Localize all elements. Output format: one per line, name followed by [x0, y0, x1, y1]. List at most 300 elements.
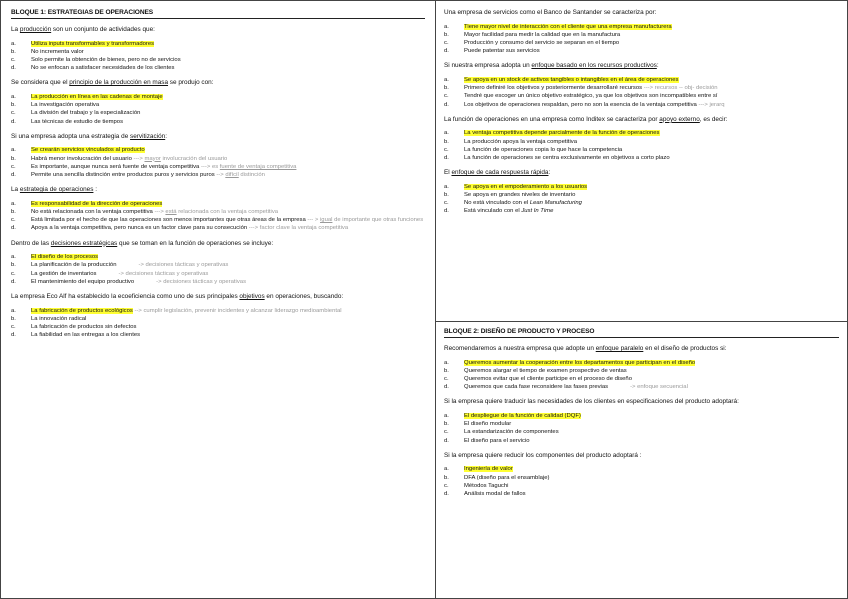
- option-label: La fiabilidad en las entregas a los clientes: [31, 332, 141, 339]
- question-pre: Dentro de las: [11, 239, 51, 247]
- option-text: [464, 138, 839, 146]
- question-text: [444, 345, 839, 354]
- option-label: Las técnicas de estudio de tiempos: [31, 118, 124, 125]
- question-post: en operaciones, buscando:: [264, 293, 344, 301]
- option-row: [11, 253, 425, 261]
- option-row: [11, 216, 425, 224]
- question-key-term: enfoque paralelo: [595, 345, 644, 352]
- option-label: Está limitada por el hecho de que las operaciones son menos importantes que otras áreas de la empresa: [31, 217, 306, 224]
- option-label: La producción apoya la ventaja competitiva: [464, 138, 577, 145]
- option-letter: b.: [11, 315, 16, 322]
- options-list: [11, 307, 425, 340]
- option-text: [464, 154, 839, 162]
- note-arrow: ---: [305, 217, 315, 224]
- option-letter: b.: [444, 421, 449, 428]
- option-letter: c.: [444, 482, 449, 489]
- option-row: [444, 482, 839, 490]
- correct-answer-highlight: La fabricación de productos ecológicos: [31, 307, 133, 314]
- option-text: [31, 163, 425, 171]
- question-post: en el diseño de productos si:: [643, 345, 727, 352]
- option-row: [444, 191, 839, 199]
- option-text: [464, 84, 839, 92]
- correct-answer-highlight: Es responsabilidad de la dirección de operaciones: [31, 200, 163, 207]
- right-bottom-questions: [444, 345, 839, 498]
- question-key-term: apoyo externo: [659, 115, 700, 123]
- option-letter: a.: [444, 23, 449, 30]
- option-text: [31, 331, 425, 339]
- option-letter: b.: [11, 209, 16, 216]
- option-row: [11, 331, 425, 339]
- question-pre: La: [11, 186, 20, 194]
- option-label: No está relacionada con la ventaja competitiva: [31, 209, 153, 216]
- question-key-term: producción: [19, 26, 52, 33]
- correct-answer-highlight: Queremos aumentar la cooperación entre los departamentos que participan en el diseño: [464, 359, 696, 366]
- option-text: [464, 437, 839, 445]
- note-arrow: --->: [247, 225, 260, 232]
- option-letter: d.: [444, 491, 449, 498]
- option-row: [11, 224, 425, 232]
- note-text: cumplir legislación, prevenir incidentes y alcanzar liderazgo medioambiental: [143, 307, 342, 314]
- option-letter: b.: [444, 31, 449, 38]
- option-letter: c.: [444, 146, 449, 153]
- note-prefix: >: [314, 217, 320, 224]
- option-text: [31, 278, 425, 286]
- options-list: [11, 200, 425, 233]
- correct-answer-highlight: Tiene mayor nivel de interacción con el cliente que una empresa manufacturera: [464, 23, 672, 30]
- option-row: [444, 138, 839, 146]
- option-row: [444, 129, 839, 137]
- question-text: [11, 293, 425, 302]
- options-list: [444, 23, 839, 56]
- option-text: [31, 270, 425, 278]
- option-letter: d.: [11, 65, 16, 72]
- note-text: relacionada con la ventaja competitiva: [176, 209, 279, 216]
- option-row: [444, 92, 839, 100]
- question-post: se produjo con:: [168, 79, 214, 87]
- option-letter: a.: [11, 94, 16, 100]
- correct-answer-highlight: El despliegue de la función de calidad (DQF): [464, 413, 581, 419]
- option-row: [11, 155, 425, 163]
- option-letter: a.: [11, 200, 16, 207]
- question-post: :: [93, 186, 97, 194]
- option-letter: b.: [11, 48, 16, 55]
- option-text: [31, 118, 425, 126]
- option-text: [31, 101, 425, 109]
- note-underlined: mayor: [144, 155, 161, 162]
- option-text: [464, 39, 839, 47]
- option-text: [31, 200, 425, 208]
- option-text: [464, 383, 839, 391]
- question-key-term: enfoque basado en los recursos productivos: [531, 62, 657, 70]
- question-key-term: objetivos: [239, 293, 265, 301]
- question-pre: La: [11, 26, 20, 33]
- note-underlined: difícil: [225, 172, 239, 179]
- option-letter: b.: [444, 367, 449, 374]
- option-letter: c.: [11, 270, 16, 277]
- note-prefix: es: [211, 163, 220, 170]
- option-letter: a.: [11, 254, 16, 261]
- option-letter: a.: [11, 40, 16, 47]
- option-text: [464, 183, 839, 191]
- option-row: [444, 76, 839, 84]
- option-text: [31, 64, 425, 72]
- option-letter: b.: [444, 474, 449, 481]
- question-text: [11, 133, 425, 142]
- options-list: [11, 253, 425, 286]
- options-list: [444, 359, 839, 392]
- option-letter: d.: [444, 101, 449, 108]
- option-label: La estandarización de componentes: [464, 429, 559, 436]
- question-pre: Si la empresa quiere traducir las necesidades de los clientes en especificaciones del producto adoptará:: [444, 398, 739, 406]
- note-arrow: --->: [131, 155, 145, 162]
- option-row: [11, 261, 425, 269]
- question-post: son un conjunto de actividades que:: [51, 26, 155, 33]
- option-row: [444, 154, 839, 162]
- option-text: [464, 92, 839, 100]
- question-pre: La empresa Eco Alf ha establecido la ecoeficiencia como uno de sus principales: [11, 293, 240, 301]
- option-letter: c.: [444, 429, 449, 436]
- correct-answer-highlight: Se apoya en el empoderamiento a los usuarios: [464, 183, 588, 190]
- option-italic: Just In Time: [521, 208, 554, 215]
- question-pre: Una empresa de servicios como el Banco de Santander se caracteriza por:: [444, 9, 657, 16]
- option-text: [464, 146, 839, 154]
- option-text: [464, 23, 839, 31]
- option-text: [464, 76, 839, 84]
- note-tab: -> enfoque secuencial: [630, 384, 688, 391]
- right-column: [436, 1, 847, 223]
- question-key-term: enfoque de cada respuesta rápida: [451, 169, 549, 177]
- option-row: [444, 420, 839, 428]
- option-label: No está vinculado con el: [464, 200, 530, 207]
- option-row: [11, 307, 425, 315]
- question-text: [444, 169, 839, 178]
- option-row: [444, 23, 839, 31]
- option-label: Permite una sencilla distinción entre productos puros y servicios puros: [31, 172, 215, 179]
- option-row: [444, 412, 839, 420]
- question-text: [444, 398, 839, 407]
- option-row: [11, 315, 425, 323]
- note-tab: -> decisiones tácticas y operativas: [138, 262, 229, 269]
- option-row: [444, 428, 839, 436]
- bloque-2-title: BLOQUE 2: DISEÑO DE PRODUCTO Y PROCESO: [444, 328, 839, 338]
- option-label: La fabricación de productos sin defectos: [31, 324, 137, 331]
- option-text: [464, 482, 839, 490]
- option-letter: c.: [444, 376, 449, 382]
- note-tab: -> decisiones tácticas y operativas: [118, 270, 209, 277]
- question-text: [444, 116, 839, 125]
- option-text: [464, 367, 839, 375]
- option-text: [31, 216, 425, 224]
- option-text: [31, 261, 425, 269]
- option-label: Primero definiré los objetivos y posteriormente desarrollaré recursos: [464, 85, 643, 92]
- note-text: involucración del usuario: [160, 155, 228, 162]
- option-text: [31, 155, 425, 163]
- option-letter: d.: [11, 225, 16, 232]
- option-text: [464, 465, 839, 473]
- option-text: [464, 375, 839, 383]
- options-list: [444, 129, 839, 162]
- option-row: [444, 39, 839, 47]
- option-row: [444, 383, 839, 391]
- option-row: [11, 93, 425, 101]
- note-text: jerarq: [709, 101, 725, 108]
- option-row: [11, 208, 425, 216]
- left-questions: [11, 26, 425, 339]
- options-list: [444, 412, 839, 445]
- left-column: [1, 1, 435, 346]
- option-row: [444, 465, 839, 473]
- question-text: [11, 240, 425, 249]
- question-text: [444, 9, 839, 18]
- option-text: [31, 171, 425, 179]
- option-letter: d.: [11, 278, 16, 285]
- option-label: No incrementa valor: [31, 48, 84, 55]
- option-letter: d.: [444, 384, 449, 391]
- option-row: [11, 163, 425, 171]
- option-text: [464, 191, 839, 199]
- question-text: [11, 79, 425, 88]
- correct-answer-highlight: La ventaja competitiva depende parcialmente de la función de operaciones: [464, 130, 660, 137]
- option-text: [31, 48, 425, 56]
- question-post: :: [656, 62, 659, 70]
- option-letter: b.: [444, 85, 449, 92]
- option-letter: d.: [11, 172, 16, 179]
- option-letter: c.: [444, 200, 449, 207]
- option-row: [11, 270, 425, 278]
- question-text: [11, 26, 425, 35]
- option-label: Apoya a la ventaja competitiva, pero nunca es un factor clave para su consecución: [31, 225, 248, 232]
- options-list: [11, 40, 425, 73]
- option-label: Es importante, aunque nunca será fuente de ventaja competitiva: [31, 163, 200, 170]
- note-tab: -> decisiones tácticas y operativas: [156, 278, 247, 285]
- option-row: [11, 146, 425, 154]
- option-text: [31, 146, 425, 154]
- option-letter: d.: [444, 155, 449, 162]
- note-underlined: fuente de ventaja competitiva: [219, 163, 297, 170]
- note-arrow: --->: [696, 101, 710, 108]
- option-text: [31, 93, 425, 101]
- option-row: [11, 40, 425, 48]
- bloque-2-section: [436, 321, 847, 505]
- note-text: de importante que otras funciones: [332, 217, 424, 224]
- correct-answer-highlight: Se apoya en un stock de activos tangibles o intangibles en el área de operaciones: [464, 77, 679, 83]
- correct-answer-highlight: El diseño de los procesos: [31, 254, 99, 261]
- options-list: [444, 76, 839, 109]
- option-text: [31, 109, 425, 117]
- option-label: La función de operaciones copia lo que hace la competencia: [464, 146, 623, 153]
- correct-answer-highlight: Se crearán servicios vinculados al producto: [31, 147, 145, 154]
- option-letter: a.: [444, 183, 449, 190]
- option-letter: a.: [11, 307, 16, 314]
- option-row: [11, 323, 425, 331]
- option-text: [464, 31, 839, 39]
- option-row: [444, 490, 839, 498]
- option-letter: d.: [444, 48, 449, 55]
- option-row: [11, 109, 425, 117]
- option-row: [444, 474, 839, 482]
- option-row: [444, 31, 839, 39]
- bloque-1-title: BLOQUE 1: ESTRATEGIAS DE OPERACIONES: [11, 9, 425, 19]
- question-post: , es decir:: [699, 115, 728, 123]
- option-letter: a.: [11, 147, 16, 154]
- options-list: [11, 146, 425, 179]
- option-row: [11, 200, 425, 208]
- option-label: La planificación de la producción: [31, 262, 117, 269]
- note-arrow: -->: [214, 172, 226, 179]
- option-row: [11, 278, 425, 286]
- option-text: [464, 412, 839, 420]
- option-text: [464, 47, 839, 55]
- option-row: [444, 101, 839, 109]
- option-row: [444, 199, 839, 207]
- option-text: [31, 56, 425, 64]
- note-arrow: --->: [642, 85, 655, 92]
- question-pre: Si la empresa quiere reducir los componentes del producto adoptará :: [444, 451, 642, 459]
- option-letter: a.: [444, 130, 449, 137]
- question-text: [444, 62, 839, 71]
- option-row: [11, 101, 425, 109]
- correct-answer-highlight: Ingeniería de valor: [464, 466, 513, 473]
- option-label: DFA (diseño para el ensamblaje): [464, 474, 550, 481]
- option-letter: d.: [444, 208, 449, 215]
- question-key-term: principio de la producción en masa: [69, 79, 169, 87]
- option-label: La innovación radical: [31, 315, 87, 322]
- right-top-questions: [444, 9, 839, 216]
- option-letter: d.: [444, 437, 449, 444]
- option-letter: c.: [444, 93, 449, 100]
- option-text: [31, 40, 425, 48]
- option-text: [31, 224, 425, 232]
- option-letter: a.: [444, 359, 449, 366]
- option-label: No se enfocan a satisfacer necesidades de los clientes: [31, 65, 175, 72]
- question-pre: Si una empresa adopta una estrategia de: [11, 132, 131, 140]
- note-text: distinción: [238, 172, 265, 179]
- option-label: Solo permite la obtención de bienes, pero no de servicios: [31, 57, 181, 63]
- question-key-term: decisiones estratégicas: [50, 239, 118, 247]
- option-text: [464, 420, 839, 428]
- option-row: [444, 367, 839, 375]
- option-letter: c.: [11, 57, 16, 63]
- option-italic: Lean Manufacturing: [529, 200, 582, 207]
- option-text: [31, 315, 425, 323]
- question-post: :: [548, 169, 551, 177]
- option-text: [464, 129, 839, 137]
- option-label: Mayor facilidad para medir la calidad que en la manufactura: [464, 31, 621, 38]
- note-arrow: --->: [152, 209, 166, 216]
- option-row: [444, 183, 839, 191]
- question-post: que se toman en la función de operaciones se incluye:: [117, 239, 274, 247]
- option-label: Producción y consumo del servicio se separan en el tiempo: [464, 40, 620, 46]
- question-pre: Si nuestra empresa adopta un: [444, 62, 532, 70]
- option-label: El diseño modular: [464, 421, 512, 428]
- option-label: Análisis modal de fallos: [464, 491, 526, 498]
- option-letter: a.: [444, 77, 449, 83]
- option-row: [11, 64, 425, 72]
- option-label: Está vinculado con el: [464, 208, 522, 215]
- option-text: [464, 207, 839, 215]
- option-letter: b.: [11, 262, 16, 269]
- option-text: [464, 101, 839, 109]
- option-label: Se apoya en grandes niveles de inventario: [464, 192, 576, 199]
- option-row: [11, 171, 425, 179]
- question-pre: Se considera que el: [11, 79, 70, 87]
- question-key-term: servitización: [130, 132, 166, 140]
- option-row: [444, 47, 839, 55]
- option-text: [31, 307, 425, 315]
- correct-answer-highlight: La producción en línea en las cadenas de montaje: [31, 94, 163, 100]
- option-label: Queremos alargar el tiempo de examen prospectivo de ventas: [464, 367, 627, 374]
- option-row: [444, 359, 839, 367]
- option-letter: c.: [11, 217, 16, 224]
- option-label: El mantenimiento del equipo productivo: [31, 278, 135, 285]
- note-text: recursos -- obj- decisión: [654, 85, 718, 92]
- options-list: [444, 465, 839, 498]
- option-text: [464, 359, 839, 367]
- option-label: La gestión de inventarios: [31, 270, 97, 277]
- option-letter: b.: [444, 138, 449, 145]
- option-label: Queremos evitar que el cliente participe en el proceso de diseño: [464, 376, 632, 382]
- option-row: [11, 56, 425, 64]
- option-letter: c.: [11, 163, 16, 170]
- question-pre: El: [444, 169, 452, 177]
- option-letter: a.: [444, 413, 449, 419]
- question-pre: La función de operaciones en una empresa como Inditex se caracteriza por: [444, 115, 660, 123]
- note-arrow: --->: [199, 163, 212, 170]
- option-label: Queremos que cada fase reconsidere las fases previas: [464, 384, 609, 391]
- option-row: [11, 48, 425, 56]
- option-letter: c.: [444, 40, 449, 46]
- option-text: [464, 490, 839, 498]
- option-letter: b.: [11, 155, 16, 162]
- option-label: Los objetivos de operaciones respaldan, pero no son la esencia de la ventaja competitiva: [464, 101, 697, 108]
- option-letter: b.: [11, 102, 16, 109]
- option-text: [31, 208, 425, 216]
- note-underlined: está: [165, 209, 177, 216]
- option-text: [464, 428, 839, 436]
- question-key-term: estrategia de operaciones: [19, 186, 94, 194]
- question-text: [11, 186, 425, 195]
- option-label: La función de operaciones se centra exclusivamente en objetivos a corto plazo: [464, 155, 670, 162]
- option-text: [31, 323, 425, 331]
- option-row: [444, 84, 839, 92]
- option-text: [464, 474, 839, 482]
- question-pre: Recomendaremos a nuestra empresa que adopte un: [444, 345, 596, 352]
- option-letter: b.: [444, 192, 449, 199]
- option-row: [444, 146, 839, 154]
- option-row: [11, 118, 425, 126]
- option-row: [444, 375, 839, 383]
- option-label: La división del trabajo y la especialización: [31, 110, 141, 117]
- option-row: [444, 207, 839, 215]
- question-text: [444, 452, 839, 461]
- question-post: :: [165, 132, 167, 140]
- option-label: Métodos Taguchi: [464, 482, 509, 489]
- option-label: El diseño para el servicio: [464, 437, 530, 444]
- options-list: [444, 183, 839, 216]
- note-text: factor clave la ventaja competitiva: [259, 225, 349, 232]
- option-letter: c.: [11, 324, 16, 331]
- option-text: [464, 199, 839, 207]
- options-list: [11, 93, 425, 126]
- note-arrow: -->: [132, 307, 144, 314]
- option-label: La investigación operativa: [31, 102, 100, 109]
- option-label: Tendré que escoger un único objetivo estratégico, ya que los objetivos son incompatibles entre sí: [464, 93, 718, 100]
- note-underlined: igual: [319, 217, 333, 224]
- option-letter: d.: [11, 332, 16, 339]
- option-text: [31, 253, 425, 261]
- option-label: Puede patentar sus servicios: [464, 48, 540, 55]
- option-label: Habrá menor involucración del usuario: [31, 155, 132, 162]
